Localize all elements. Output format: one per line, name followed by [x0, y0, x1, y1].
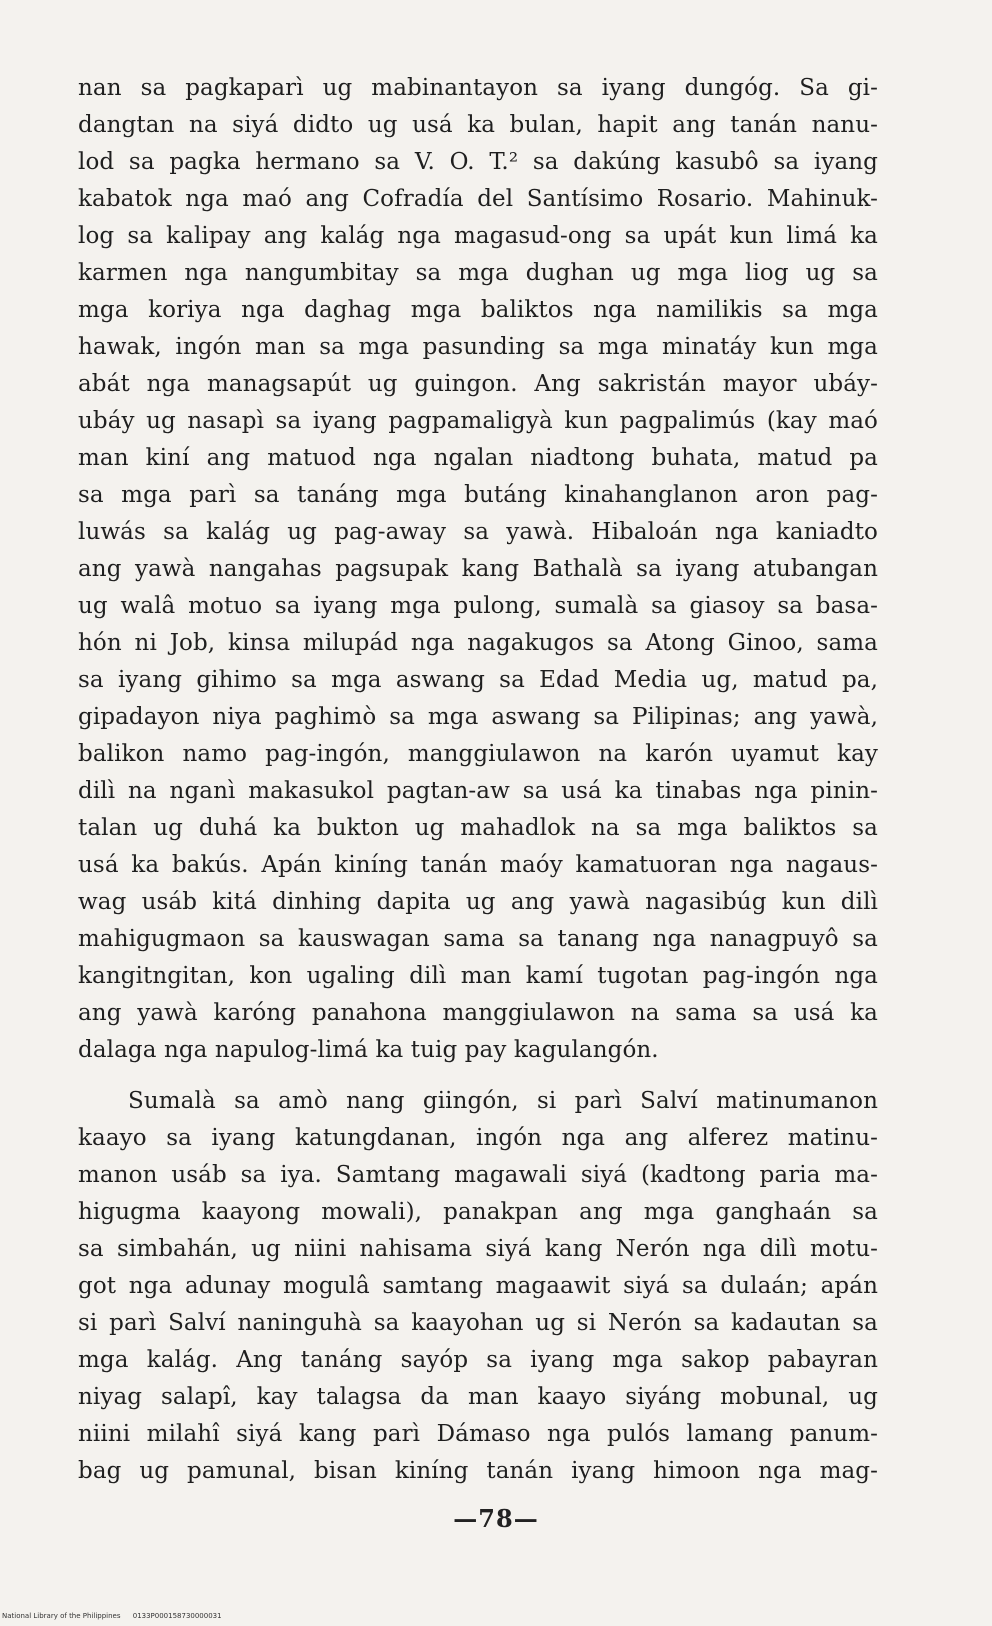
- text-line: higugma kaayong mowali), panakpan ang mga ganghaán sa: [78, 1199, 878, 1225]
- text-line: ug walâ motuo sa iyang mga pulong, sumalà sa giasoy sa basa-: [78, 593, 878, 619]
- text-line: hawak, ingón man sa mga pasunding sa mga minatáy kun mga: [78, 334, 878, 360]
- text-line: kabatok nga maó ang Cofradía del Santísimo Rosario. Mahinuk-: [78, 186, 878, 212]
- text-line: sa mga parì sa tanáng mga butáng kinahanglanon aron pag-: [78, 482, 878, 508]
- text-line: kaayo sa iyang katungdanan, ingón nga ang alferez matinu-: [78, 1125, 878, 1151]
- text-line: talan ug duhá ka bukton ug mahadlok na sa mga baliktos sa: [78, 815, 878, 841]
- text-line: niini milahî siyá kang parì Dámaso nga pulós lamang panum-: [78, 1421, 878, 1447]
- text-line: ang yawà nangahas pagsupak kang Bathalà sa iyang atubangan: [78, 556, 878, 582]
- text-line: gipadayon niya paghimò sa mga aswang sa Pilipinas; ang yawà,: [78, 704, 878, 730]
- text-line: man kiní ang matuod nga ngalan niadtong buhata, matud pa: [78, 445, 878, 471]
- text-line: bag ug pamunal, bisan kiníng tanán iyang himoon nga mag-: [78, 1458, 878, 1484]
- text-line: log sa kalipay ang kalág nga magasud-ong sa upát kun limá ka: [78, 223, 878, 249]
- text-line: nan sa pagkaparì ug mabinantayon sa iyang dungóg. Sa gi-: [78, 75, 878, 101]
- footer-code: 0133P000158730000031: [132, 1612, 222, 1620]
- text-line: hón ni Job, kinsa milupád nga nagakugos sa Atong Ginoo, sama: [78, 630, 878, 656]
- text-line: karmen nga nangumbitay sa mga dughan ug mga liog ug sa: [78, 260, 878, 286]
- text-line: mga koriya nga daghag mga baliktos nga namilikis sa mga: [78, 297, 878, 323]
- text-line: niyag salapî, kay talagsa da man kaayo siyáng mobunal, ug: [78, 1384, 878, 1410]
- text-line: ang yawà karóng panahona manggiulawon na sama sa usá ka: [78, 1000, 878, 1026]
- text-line: ubáy ug nasapì sa iyang pagpamaligyà kun pagpalimús (kay maó: [78, 408, 878, 434]
- text-line: dangtan na siyá didto ug usá ka bulan, hapit ang tanán nanu-: [78, 112, 878, 138]
- text-line: usá ka bakús. Apán kiníng tanán maóy kamatuoran nga nagaus-: [78, 852, 878, 878]
- text-line: balikon namo pag-ingón, manggiulawon na karón uyamut kay: [78, 741, 878, 767]
- text-line: manon usáb sa iya. Samtang magawali siyá (kadtong paria ma-: [78, 1162, 878, 1188]
- text-line: mahigugmaon sa kauswagan sama sa tanang nga nanagpuyô sa: [78, 926, 878, 952]
- text-line: dalaga nga napulog-limá ka tuig pay kagulangón.: [78, 1037, 659, 1063]
- text-line: dilì na nganì makasukol pagtan-aw sa usá ka tinabas nga pinin-: [78, 778, 878, 804]
- text-line: kangitngitan, kon ugaling dilì man kamí tugotan pag-ingón nga: [78, 963, 878, 989]
- paragraph-1: [78, 70, 878, 1069]
- text-line: mga kalág. Ang tanáng sayóp sa iyang mga sakop pabayran: [78, 1347, 878, 1373]
- text-line: sa simbahán, ug niini nahisama siyá kang Nerón nga dilì motu-: [78, 1236, 878, 1262]
- text-line: wag usáb kitá dinhing dapita ug ang yawà nagasibúg kun dilì: [78, 889, 878, 915]
- text-line: Sumalà sa amò nang giingón, si parì Salví matinumanon: [128, 1088, 878, 1114]
- paragraph-2: [78, 1083, 878, 1490]
- footer-library: National Library of the Philippines: [2, 1612, 121, 1620]
- text-line: sa iyang gihimo sa mga aswang sa Edad Media ug, matud pa,: [78, 667, 878, 693]
- text-line: lod sa pagka hermano sa V. O. T.² sa dakúng kasubô sa iyang: [78, 149, 878, 175]
- page-body: [78, 70, 878, 1490]
- page-number: —78—: [453, 1504, 539, 1533]
- text-line: abát nga managsapút ug guingon. Ang sakristán mayor ubáy-: [78, 371, 878, 397]
- text-line: si parì Salví naninguhà sa kaayohan ug si Nerón sa kadautan sa: [78, 1310, 878, 1336]
- footer-credit: [2, 1612, 222, 1620]
- text-line: luwás sa kalág ug pag-away sa yawà. Hibaloán nga kaniadto: [78, 519, 878, 545]
- text-line: got nga adunay mogulâ samtang magaawit siyá sa dulaán; apán: [78, 1273, 878, 1299]
